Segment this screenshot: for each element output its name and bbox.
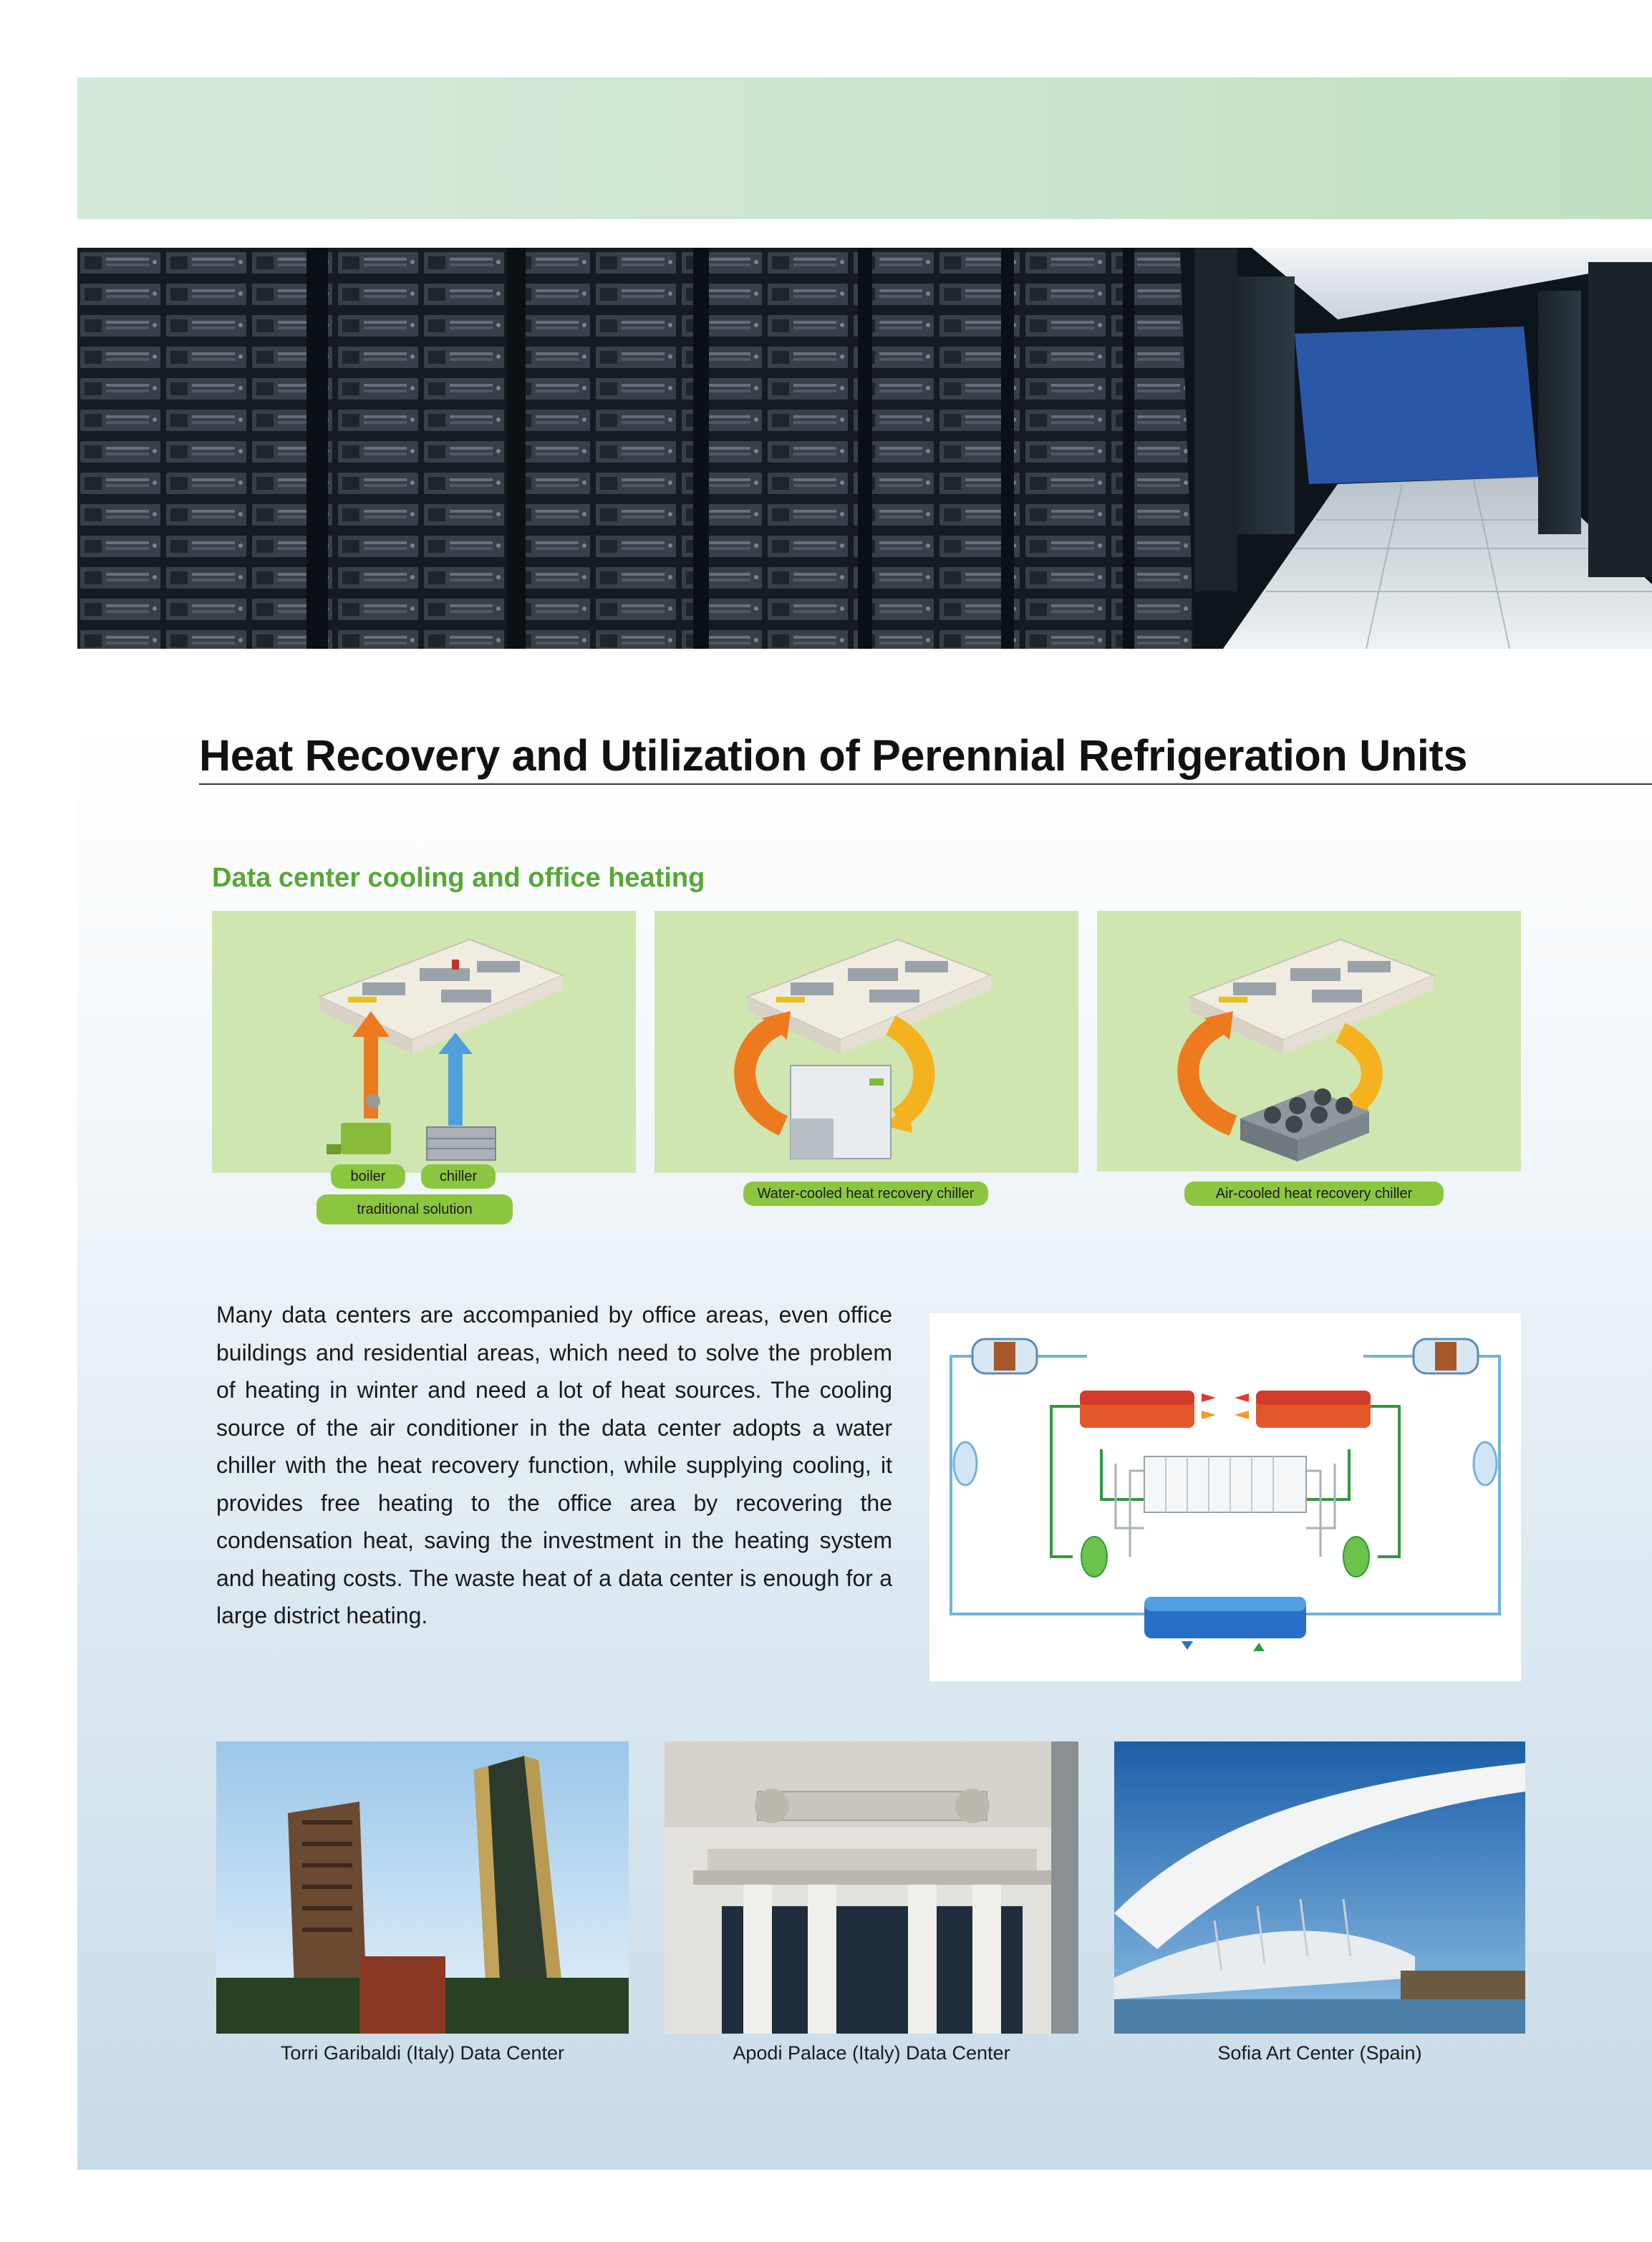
caption-torri-garibaldi: Torri Garibaldi (Italy) Data Center [280,2042,565,2064]
sofia-art-center-image [1114,1741,1525,2034]
photo-sofia-art-center [1114,1741,1525,2034]
chiller-icon [427,1127,496,1160]
diagram-air-cooled [1097,911,1521,1171]
torri-garibaldi-image [216,1741,629,2034]
traditional-solution-caption: traditional solution [317,1194,513,1224]
server-aisle-illustration [77,248,1652,649]
top-green-band [77,77,1652,219]
air-cooled-caption: Air-cooled heat recovery chiller [1184,1182,1444,1206]
chiller-label: chiller [421,1164,496,1189]
refrigeration-circuit-diagram [929,1313,1521,1681]
body-paragraph: Many data centers are accompanied by office areas, even office buildings and residential areas, which need to solve the problem of heating in winter and need a lot of heat sources. The cooling source of the air conditioner in the data center adopts a water chiller with the heat recovery function, while supplying cooling, it provides free heating to the office area by recovering the condensation heat, saving the investment in the heating system and heating costs. The waste heat of a data center is enough for a large district heating. [216,1302,892,1628]
apodi-palace-image [665,1741,1078,2034]
heat-recovery-schematic [929,1313,1521,1681]
photo-torri-garibaldi [216,1741,629,2034]
diagram-water-cooled [654,911,1078,1173]
photo-apodi-palace [665,1741,1078,2034]
water-cooled-caption: Water-cooled heat recovery chiller [743,1182,988,1206]
caption-sofia-art-center: Sofia Art Center (Spain) [1217,2042,1422,2064]
water-cooled-illustration [654,911,1078,1173]
title-underline [199,783,1652,785]
diagram-traditional-solution [212,911,636,1173]
boiler-icon [341,1123,391,1154]
section-subheading: Data center cooling and office heating [212,863,705,893]
page-title: Heat Recovery and Utilization of Perennial Refrigeration Units [199,731,1468,780]
air-cooled-illustration [1097,911,1521,1171]
hero-data-center-image [77,248,1652,649]
traditional-solution-illustration [212,911,636,1173]
boiler-label: boiler [331,1164,405,1189]
caption-apodi-palace: Apodi Palace (Italy) Data Center [733,2042,1010,2064]
